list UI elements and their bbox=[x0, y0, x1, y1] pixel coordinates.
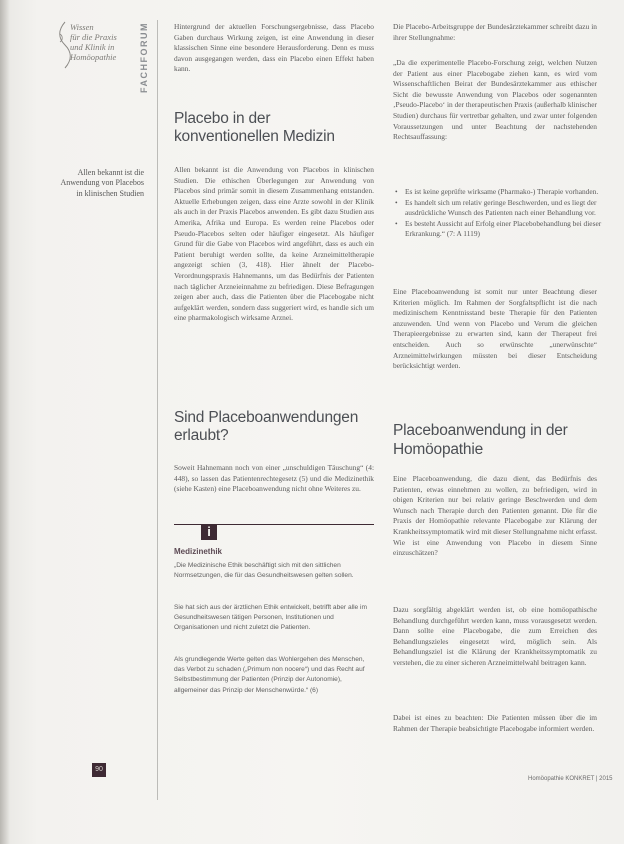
col1-intro bbox=[174, 22, 374, 75]
infobox-title: Medizinethik bbox=[174, 547, 223, 556]
paragraph: Dabei ist eines zu beachten: Die Patienten müssen über die im Rahmen der Therapie beabsichtigte Placebogabe informiert werden. bbox=[393, 713, 597, 733]
criteria-list bbox=[393, 187, 609, 240]
margin-note: Allen bekannt ist die Anwendung von Placebos in klinischen Studien bbox=[60, 168, 144, 198]
paragraph: Eine Placeboanwendung, die dazu dient, das Bedürfnis des Patienten, etwas einnehmen zu wollen, zu befriedigen, wird in obigen Kriterien nur bei relativ geringe Beschwerden und dem Wunsch nach Therapie durch den Patienten genannt. Die für die Praxis der Homöopathie relevante Placebogabe zur Klärung der Krankheitssymptomatik wird mit dieser Stellungnahme nicht erfasst. Wie ist eine Anwendung von Placebo in diesem Sinne einzuschätzen? bbox=[393, 474, 597, 558]
paragraph: Hintergrund der aktuellen Forschungsergebnisse, dass Placebo Gaben durchaus Wirkung zeigen, ist eine Anwendung in dieser klassischen Sinne eine besondere Herausforderung. Denn es muss davon ausgegangen werden, dass ein Placebo einen Effekt haben kann. bbox=[174, 22, 374, 74]
column-divider bbox=[157, 20, 158, 800]
list-item: • Es ist keine geprüfte wirksame (Pharmako-) Therapie vorhanden. bbox=[405, 187, 609, 198]
logo-line: Wissen bbox=[70, 22, 94, 32]
list-item: • Es handelt sich um relativ geringe Beschwerden, und es liegt der ausdrückliche Wunsch des Patienten nach einer Behandlung vor. bbox=[405, 198, 609, 219]
infobox-paragraph: „Die Medizinische Ethik beschäftigt sich mit den sittlichen Normsetzungen, die für das Gesundheitswesen gelten sollen. bbox=[174, 562, 354, 580]
paragraph: „Da die experimentelle Placebo-Forschung zeigt, welchen Nutzen der Patient aus einer Placebogabe ziehen kann, es wird vom Wissenschaftlichen Beirat der Bundesärztekammer aus ethischer Sicht die bewusste Anwendung von Placebos oder sogenannten ‚Pseudo-Placebo‘ in der therapeutischen Praxis (außerhalb klinischer Studien) durchaus für vertretbar gehalten, und zwar unter folgenden Voraussetzungen und unter Beachtung der nachstehenden Rechtsauffassung: bbox=[393, 58, 597, 142]
section-tag: FACHFORUM bbox=[139, 22, 149, 93]
footer-citation: Homöopathie KONKRET | 2015 bbox=[528, 776, 613, 782]
col2-body bbox=[393, 474, 597, 559]
paragraph: Soweit Hahnemann noch von einer „unschuldigen Täuschung“ (4: 448), so lassen das Patientenrechtegesetz (5) und die Medizinethik (siehe Kasten) eine Placeboanwendung nicht ohne Weiteres zu. bbox=[174, 463, 374, 494]
col2-body bbox=[393, 287, 597, 372]
paragraph: Allen bekannt ist die Anwendung von Placebos in klinischen Studien. Die ethischen Überlegungen zur Anwendung von Placebos sind primär somit in diesem Zusammenhang entstanden. Aktuelle Erhebungen zeigen, dass eine Arzte sowohl in der Klinik als auch in der Praxis Placebos anwenden. Es gibt dazu Studien aus Amerika, Afrika und Europa. Es werden reine Placebos oder Pseudo-Placebos selten oder häufiger eingesetzt. Als häufiger Grund für die Gabe von Placebos wird angeführt, dass es auch ein Patient beruhigt werden sollte, da keine Arzneimitteltherapie angezeigt schien (3, 418). Hier ähnelt der Placebo-Verordnungspraxis Hahnemanns, um das Bedürfnis der Patienten nach täglicher Arzneieinnahme zu befriedigen. Diese Befragungen zeigen aber auch, dass die Patienten über die Placebogabe nicht aufgeklärt werden, sondern dass suggeriert wird, es handle sich um eine pharmakologisch wirksame Arznei. bbox=[174, 165, 374, 323]
col2-body bbox=[393, 22, 597, 43]
spine-shadow bbox=[0, 0, 10, 844]
paragraph: Eine Placeboanwendung ist somit nur unter Beachtung dieser Kriterien möglich. Im Rahmen der Sorgfaltspflicht ist die nach medizinischem Kenntnisstand beste Therapie für den Patienten anzuwenden. Und wenn von Placebo und Verum die gleichen Therapieergebnisse zu erwarten sind, kann der Therapeut frei entscheiden. Auch so erwünschte „unerwünschte“ Arzneimittelwirkungen müssten bei dieser Entscheidung berücksichtigt werden. bbox=[393, 287, 597, 371]
infobox-paragraph: Sie hat sich aus der ärztlichen Ethik entwickelt, betrifft aber alle im Gesundheitswesen tätigen Personen, Institutionen und Organisationen und nicht zuletzt die Patienten. bbox=[174, 604, 368, 632]
page-number: 90 bbox=[92, 763, 106, 777]
logo-ornament-icon bbox=[54, 20, 76, 70]
infobox-paragraph: Als grundlegende Werte gelten das Wohlergehen des Menschen, das Verbot zu schaden („Primum non nocere“) und das Recht auf Selbstbestimmung der Patienten (Prinzip der Autonomie), allgemeiner das Prinzip der Menschenwürde.“ (6) bbox=[174, 656, 365, 694]
col2-body bbox=[393, 713, 597, 734]
section-heading: Placeboanwendung in der Homöopathie bbox=[393, 422, 568, 458]
journal-logo bbox=[58, 22, 128, 62]
logo-line: Homöopathie bbox=[70, 52, 117, 62]
logo-line: und Klinik in bbox=[70, 42, 115, 52]
list-item: • Es besteht Aussicht auf Erfolg einer Placebobehandlung bei dieser Erkrankung.“ (7: A 1119) bbox=[405, 219, 609, 240]
info-icon: i bbox=[201, 524, 217, 540]
col2-body bbox=[393, 605, 597, 669]
section-heading: Sind Placeboanwendungen erlaubt? bbox=[174, 409, 359, 444]
logo-line: für die Praxis bbox=[70, 32, 117, 42]
col1-body bbox=[174, 463, 374, 495]
paragraph: Dazu sorgfältig abgeklärt werden ist, ob eine homöopathische Behandlung durchgeführt werden kann, muss vorausgesetzt werden. Dann sollte eine Placebogabe, die zum Erreichen des Behandlungszieles eingesetzt wird, möglich sein. Als Behandlungsziel ist die Klärung der Krankheitssymptomatik zu verstehen, die zu einer sicheren Arzneimittelwahl beitragen kann. bbox=[393, 605, 597, 667]
col1-body bbox=[174, 165, 374, 324]
section-heading: Placebo in der konventionellen Medizin bbox=[174, 110, 335, 145]
col2-body bbox=[393, 58, 597, 143]
paragraph: Die Placebo-Arbeitsgruppe der Bundesärztekammer schreibt dazu in ihrer Stellungnahme: bbox=[393, 22, 597, 42]
